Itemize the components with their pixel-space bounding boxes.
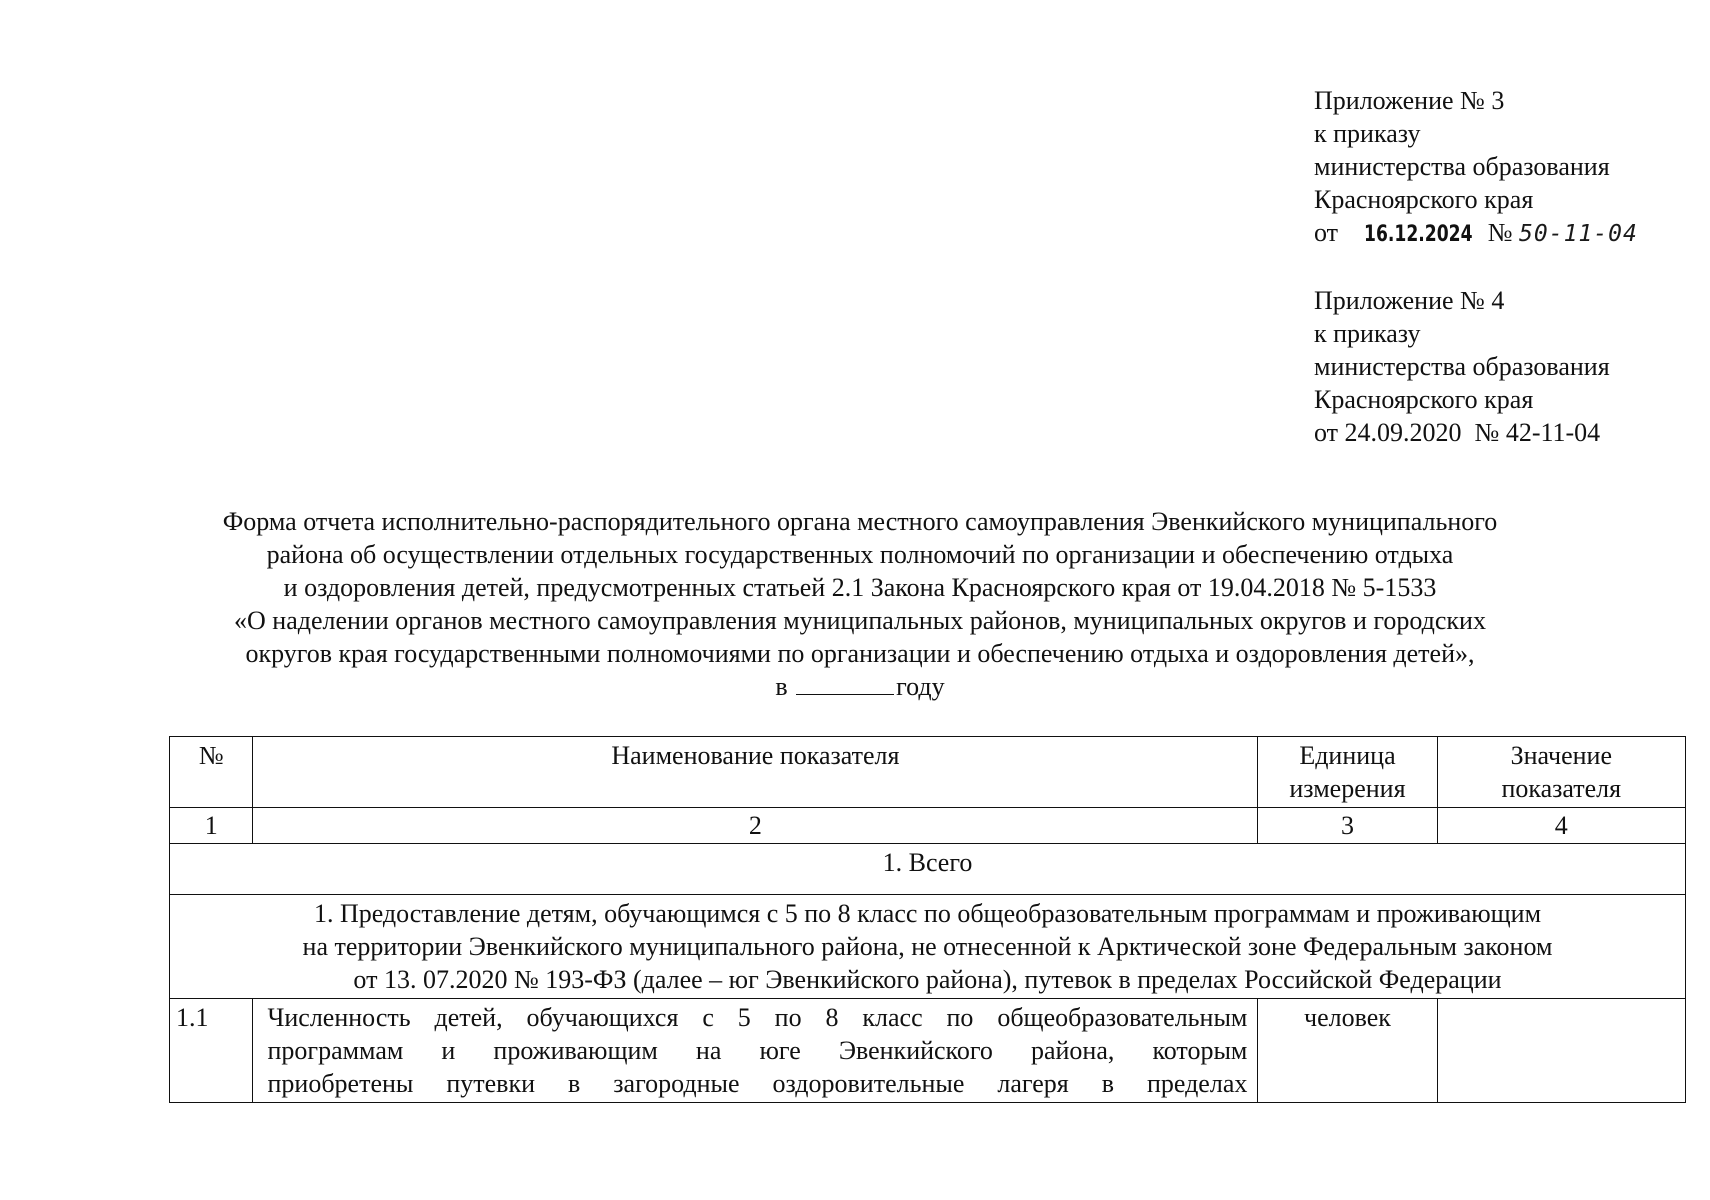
header-value-line-2: показателя xyxy=(1501,774,1622,803)
row-unit: человек xyxy=(1258,999,1437,1103)
appendix-4-region: Красноярского края xyxy=(1314,385,1534,414)
form-title-line-4: «О наделении органов местного самоуправления муниципальных районов, муниципальных округов и городских xyxy=(234,606,1486,635)
appendix-3-handwritten-number: 50-11-04 xyxy=(1519,221,1638,247)
appendix-4-date-number: от 24.09.2020 № 42-11-04 xyxy=(1314,418,1601,447)
appendix-3-ministry: министерства образования xyxy=(1314,152,1610,181)
appendix-4-title: Приложение № 4 xyxy=(1314,286,1505,315)
appendix-4-order-ref: к приказу xyxy=(1314,319,1421,348)
row-number: 1.1 xyxy=(170,999,253,1103)
column-index-3: 3 xyxy=(1258,808,1437,844)
report-table xyxy=(169,736,1686,1103)
appendix-3-order-ref: к приказу xyxy=(1314,119,1421,148)
header-value xyxy=(1437,737,1685,808)
form-title-line-3: и оздоровления детей, предусмотренных статьей 2.1 Закона Красноярского края от 19.04.2018 № 5-1533 xyxy=(283,573,1437,602)
page-bottom-margin xyxy=(0,1113,1710,1200)
header-value-line-1: Значение xyxy=(1510,741,1612,770)
year-suffix: году xyxy=(896,672,945,701)
table-header-row xyxy=(170,737,1686,808)
header-unit-line-1: Единица xyxy=(1299,741,1396,770)
form-title-year-line xyxy=(150,670,1570,703)
appendix-3-date-line xyxy=(1314,216,1694,251)
header-unit xyxy=(1258,737,1437,808)
row-name-line-2: программам и проживающим на юге Эвенкийского района, которым xyxy=(267,1036,1248,1065)
subsection-line-2: на территории Эвенкийского муниципального района, не отнесенной к Арктической зоне Федеральным законом xyxy=(302,932,1553,961)
section-title: 1. Всего xyxy=(170,844,1686,895)
section-row xyxy=(170,844,1686,895)
appendix-3-region: Красноярского края xyxy=(1314,185,1534,214)
form-title xyxy=(150,505,1570,703)
row-name-line-3: приобретены путевки в загородные оздоровительные лагеря в пределах xyxy=(267,1069,1248,1098)
header-unit-line-2: измерения xyxy=(1289,774,1406,803)
row-indicator-name xyxy=(253,999,1258,1103)
column-index-2: 2 xyxy=(253,808,1258,844)
year-prefix: в xyxy=(775,672,788,701)
subsection-title xyxy=(170,895,1686,999)
appendix-3-number-prefix: № xyxy=(1487,218,1513,247)
subsection-line-3: от 13. 07.2020 № 193-ФЗ (далее – юг Эвенкийского района), путевок в пределах Российской Федерации xyxy=(353,965,1502,994)
column-index-1: 1 xyxy=(170,808,253,844)
appendix-3-header xyxy=(1314,84,1694,251)
appendix-3-stamped-date: 16.12.2024 xyxy=(1364,222,1473,247)
header-name: Наименование показателя xyxy=(253,737,1258,808)
column-index-row xyxy=(170,808,1686,844)
row-value-cell[interactable] xyxy=(1437,999,1685,1103)
table-row xyxy=(170,999,1686,1103)
header-num: № xyxy=(170,737,253,808)
appendix-3-title: Приложение № 3 xyxy=(1314,86,1505,115)
form-title-line-2: района об осуществлении отдельных государственных полномочий по организации и обеспечению отдыха xyxy=(266,540,1454,569)
year-blank-field[interactable] xyxy=(796,672,894,695)
subsection-line-1: 1. Предоставление детям, обучающимся с 5 по 8 класс по общеобразовательным программам и проживающим xyxy=(313,899,1542,928)
appendix-4-header xyxy=(1314,284,1694,449)
appendix-4-ministry: министерства образования xyxy=(1314,352,1610,381)
subsection-row xyxy=(170,895,1686,999)
row-name-line-1: Численность детей, обучающихся с 5 по 8 класс по общеобразовательным xyxy=(267,1003,1248,1032)
form-title-line-5: округов края государственными полномочиями по организации и обеспечению отдыха и оздоровления детей», xyxy=(245,639,1475,668)
appendix-3-date-prefix: от xyxy=(1314,218,1339,247)
form-title-line-1: Форма отчета исполнительно-распорядительного органа местного самоуправления Эвенкийского муниципального xyxy=(222,507,1498,536)
column-index-4: 4 xyxy=(1437,808,1685,844)
